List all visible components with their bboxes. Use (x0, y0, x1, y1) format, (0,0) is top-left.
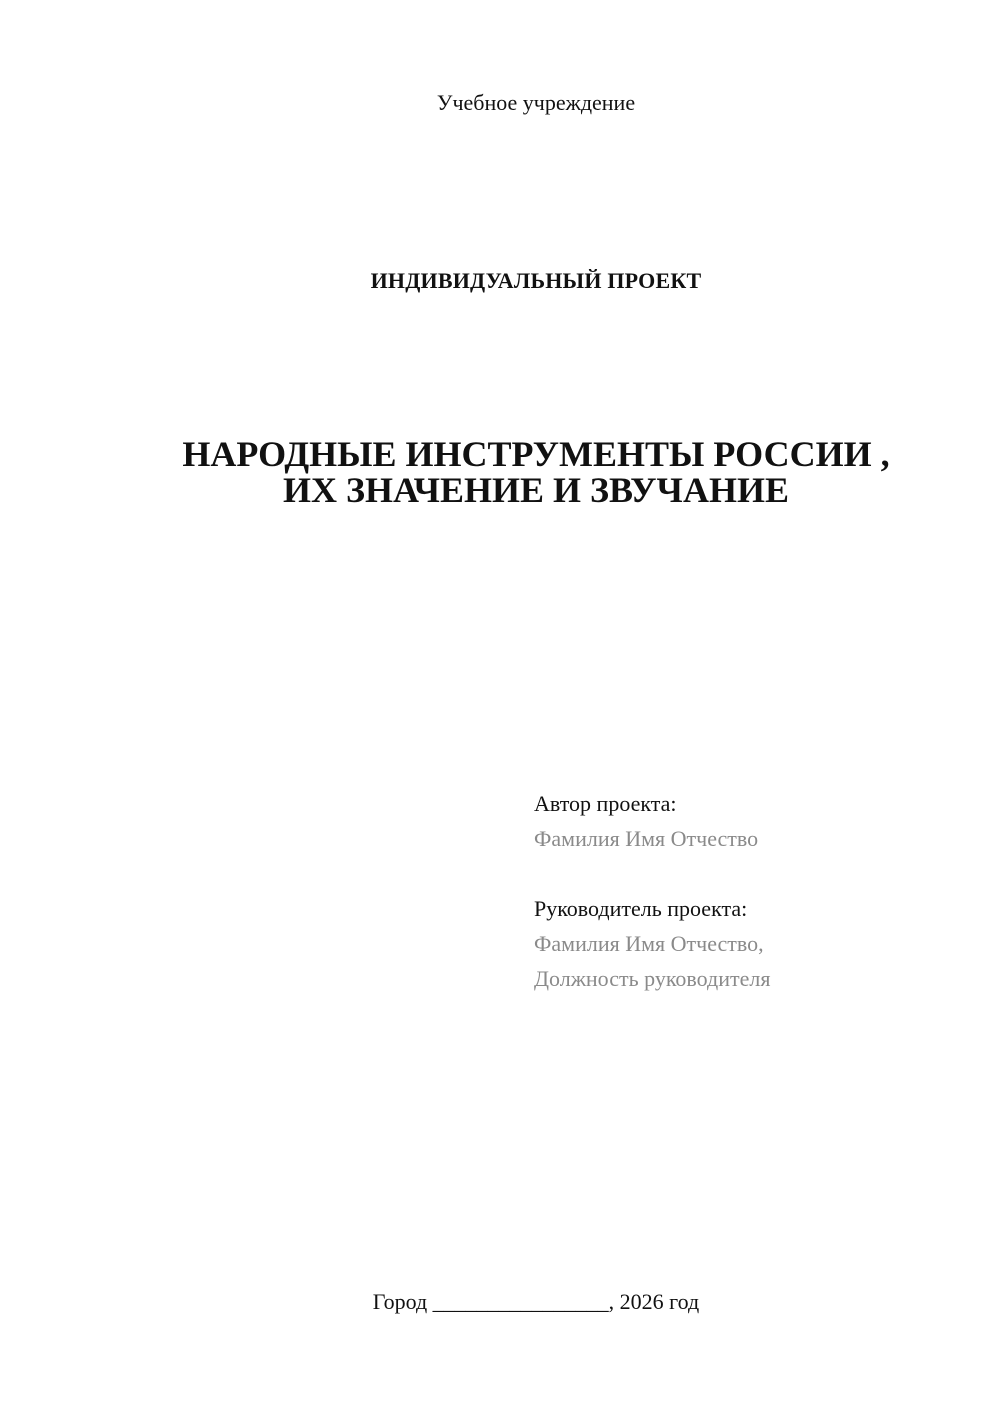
supervisor-name: Фамилия Имя Отчество, (534, 931, 764, 956)
city-year-line: Город ________________, 2026 год (372, 1289, 700, 1314)
project-title (0, 436, 1000, 508)
author-block (534, 786, 758, 856)
author-name: Фамилия Имя Отчество (534, 826, 759, 851)
author-label: Автор проекта: (534, 791, 677, 816)
project-title-line-1: НАРОДНЫЕ ИНСТРУМЕНТЫ РОССИИ , (182, 434, 890, 474)
project-type-heading: ИНДИВИДУАЛЬНЫЙ ПРОЕКТ (370, 268, 702, 293)
institution-name: Учебное учреждение (436, 90, 636, 115)
project-title-line-2: ИХ ЗНАЧЕНИЕ И ЗВУЧАНИЕ (283, 470, 789, 510)
supervisor-position: Должность руководителя (534, 966, 771, 991)
supervisor-label: Руководитель проекта: (534, 896, 748, 921)
supervisor-block (534, 891, 770, 996)
